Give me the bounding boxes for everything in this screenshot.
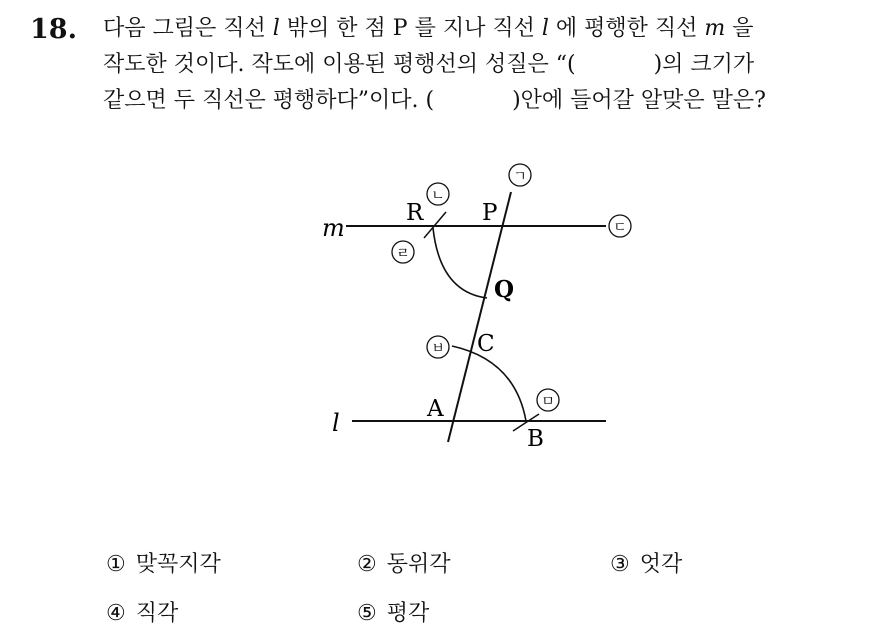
label-point-a: A xyxy=(427,396,444,422)
question-line-3: 같으면 두 직선은 평행하다”이다. ( )안에 들어갈 알맞은 말은? xyxy=(103,88,766,113)
choice-4[interactable]: ④ 직각 xyxy=(106,601,179,626)
label-point-c: C xyxy=(477,331,495,357)
choice-3[interactable]: ③ 엇각 xyxy=(610,552,683,577)
svg-text:ㅁ: ㅁ xyxy=(541,394,555,410)
svg-text:ㄷ: ㄷ xyxy=(613,220,627,236)
step-marker-4 xyxy=(392,241,414,263)
choice-1[interactable]: ① 맞꼭지각 xyxy=(106,552,221,577)
question-line-1: 다음 그림은 직선 l 밖의 한 점 P 를 지나 직선 l 에 평행한 직선 m 을 xyxy=(103,16,754,41)
svg-text:ㄱ: ㄱ xyxy=(513,169,527,185)
svg-text:ㄴ: ㄴ xyxy=(431,188,445,204)
arc-at-p xyxy=(433,228,487,298)
label-point-b: B xyxy=(527,426,544,452)
step-marker-2 xyxy=(427,183,449,205)
choice-2[interactable]: ② 동위각 xyxy=(357,552,451,577)
svg-text:ㅂ: ㅂ xyxy=(431,341,445,357)
transversal-line xyxy=(448,192,511,442)
step-marker-3 xyxy=(609,215,631,237)
label-l: l xyxy=(332,409,340,437)
svg-text:ㄹ: ㄹ xyxy=(396,246,410,262)
label-point-p: P xyxy=(482,200,498,226)
step-marker-6 xyxy=(427,336,449,358)
step-marker-5 xyxy=(537,389,559,411)
label-m: m xyxy=(322,214,345,242)
question-line-2: 작도한 것이다. 작도에 이용된 평행선의 성질은 “( )의 크기가 xyxy=(103,52,755,77)
label-point-r: R xyxy=(406,200,424,226)
choice-5[interactable]: ⑤ 평각 xyxy=(357,601,430,626)
label-point-q: Q xyxy=(494,276,515,303)
step-marker-1 xyxy=(509,164,531,186)
question-number: 18. xyxy=(30,14,77,45)
